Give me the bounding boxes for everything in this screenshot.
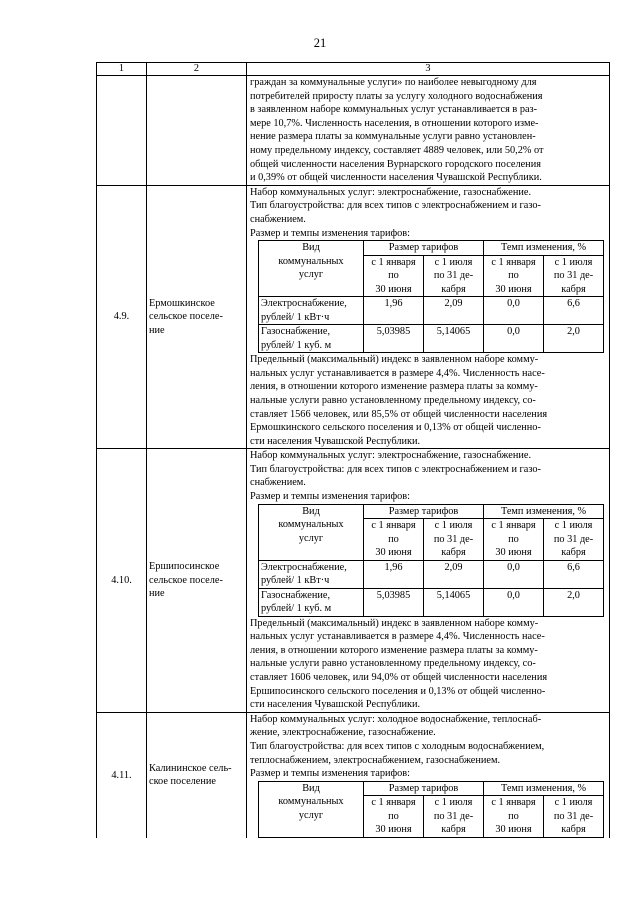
tariff-row: [259, 560, 604, 588]
text-line: Калининское сель-: [149, 762, 232, 774]
period-jul-header: с 1 июля по 31 де- кабря: [544, 519, 604, 561]
service-name: Газоснабжение, рублей/ 1 куб. м: [259, 325, 364, 353]
row-number: [97, 76, 147, 186]
text-line: сельское поселе-: [149, 311, 223, 323]
tariff-kind-header: Вид коммунальных услуг: [259, 504, 364, 560]
settlement-details: [247, 712, 610, 837]
col-header-3: 3: [247, 63, 610, 76]
text-line: ления, в отношении которого изменение размера платы за комму-: [250, 381, 538, 393]
text-line: потребителей приросту платы за услугу холодного водоснабжения: [250, 90, 543, 102]
period-jan-header: с 1 января по 30 июня: [484, 519, 544, 561]
rate-value: 0,0: [484, 297, 544, 325]
text-line: в заявленном наборе коммунальных услуг устанавливается в раз-: [250, 104, 538, 116]
text-line: нальные услуги равно установленному предельному индексу, со-: [250, 394, 536, 406]
settlement-name: [147, 76, 247, 186]
tariff-value: 2,09: [424, 297, 484, 325]
text-line: нение размера платы за коммунальные услуги равно установлен-: [250, 131, 536, 143]
tariff-value: 5,14065: [424, 325, 484, 353]
service-set: [250, 449, 606, 503]
tariff-size-header: Размер тарифов: [364, 781, 484, 796]
text-line: жение, электроснабжение, газоснабжение.: [250, 727, 436, 739]
service-set: [250, 713, 606, 781]
tariff-value: 2,09: [424, 560, 484, 588]
text-line: Набор коммунальных услуг: электроснабжение, газоснабжение.: [250, 450, 532, 462]
period-jan-header: с 1 января по 30 июня: [484, 255, 544, 297]
tariff-kind-header: Вид коммунальных услуг: [259, 241, 364, 297]
text-line: Размер и темпы изменения тарифов:: [250, 491, 411, 503]
text-line: нальных услуг устанавливается в размере 4,4%. Численность насе-: [250, 631, 545, 643]
tariff-size-header: Размер тарифов: [364, 504, 484, 519]
text-line: ления, в отношении которого изменение размера платы за комму-: [250, 644, 538, 656]
page-number: 21: [313, 36, 327, 50]
text-line: общей численности населения Вурнарского городского поселения: [250, 158, 541, 170]
text-line: сти населения Чувашской Республики.: [250, 435, 421, 447]
settlement-name: [147, 449, 247, 713]
settlement-name: [147, 185, 247, 449]
tariff-value: 5,03985: [364, 588, 424, 616]
tariff-value: 1,96: [364, 560, 424, 588]
text-line: Набор коммунальных услуг: холодное водоснабжение, теплоснаб-: [250, 713, 542, 725]
rate-value: 6,6: [544, 560, 604, 588]
text-line: снабжением.: [250, 213, 306, 225]
period-jul-header: с 1 июля по 31 де- кабря: [544, 796, 604, 838]
row-number: 4.9.: [97, 185, 147, 449]
continuation-text: [247, 76, 610, 186]
text-line: Размер и темпы изменения тарифов:: [250, 768, 411, 780]
period-jan-header: с 1 января по 30 июня: [364, 796, 424, 838]
tariff-value: 1,96: [364, 297, 424, 325]
tariff-row: [259, 325, 604, 353]
table-row: [97, 76, 610, 186]
text-line: ние: [149, 324, 165, 336]
period-jul-header: с 1 июля по 31 де- кабря: [424, 796, 484, 838]
tariff-size-header: Размер тарифов: [364, 241, 484, 256]
tariff-table: [258, 240, 604, 353]
service-name: Электроснабжение, рублей/ 1 кВт·ч: [259, 297, 364, 325]
text-line: граждан за коммунальные услуги» по наиболее невыгодному для: [250, 77, 537, 88]
period-jul-header: с 1 июля по 31 де- кабря: [424, 255, 484, 297]
municipal-tariff-table: [96, 62, 610, 838]
tariff-kind-header: Вид коммунальных услуг: [259, 781, 364, 837]
settlement-name: [147, 712, 247, 837]
col-header-2: 2: [147, 63, 247, 76]
tariff-rate-header: Темп изменения, %: [484, 504, 604, 519]
text-line: снабжением.: [250, 477, 306, 489]
text-line: ское поселение: [149, 776, 216, 788]
paragraph: [250, 76, 606, 185]
tariff-value: 5,03985: [364, 325, 424, 353]
tariff-value: 5,14065: [424, 588, 484, 616]
text-line: Размер и темпы изменения тарифов:: [250, 227, 411, 239]
tariff-row: [259, 297, 604, 325]
settlement-details: [247, 185, 610, 449]
rate-value: 2,0: [544, 325, 604, 353]
row-number: 4.11.: [97, 712, 147, 837]
text-line: мере 10,7%. Численность населения, в отношении которого изме-: [250, 117, 539, 129]
tariff-row: [259, 588, 604, 616]
table-row: [97, 712, 610, 837]
period-jan-header: с 1 января по 30 июня: [364, 519, 424, 561]
rate-value: 6,6: [544, 297, 604, 325]
rate-value: 0,0: [484, 560, 544, 588]
text-line: Тип благоустройства: для всех типов с холодным водоснабжением,: [250, 741, 545, 752]
text-line: Ермошкинское: [149, 297, 215, 309]
text-line: Ершипосинское: [149, 561, 220, 573]
text-line: Предельный (максимальный) индекс в заявленном наборе комму-: [250, 354, 539, 366]
text-line: и 0,39% от общей численности населения Чувашской Республики.: [250, 172, 542, 184]
text-line: теплоснабжением, электроснабжением, газоснабжением.: [250, 754, 501, 766]
text-line: Набор коммунальных услуг: электроснабжение, газоснабжение.: [250, 186, 532, 198]
column-number-row: [97, 63, 610, 76]
tariff-rate-header: Темп изменения, %: [484, 781, 604, 796]
period-jul-header: с 1 июля по 31 де- кабря: [424, 519, 484, 561]
text-line: нальные услуги равно установленному предельному индексу, со-: [250, 658, 536, 670]
tariff-rate-header: Темп изменения, %: [484, 241, 604, 256]
table-row: [97, 449, 610, 713]
row-number: 4.10.: [97, 449, 147, 713]
summary-paragraph: [250, 617, 606, 712]
tariff-table: [258, 504, 604, 617]
period-jul-header: с 1 июля по 31 де- кабря: [544, 255, 604, 297]
text-line: Тип благоустройства: для всех типов с электроснабжением и газо-: [250, 200, 541, 212]
text-line: ставляет 1566 человек, или 85,5% от общей численности населения: [250, 408, 548, 420]
text-line: Предельный (максимальный) индекс в заявленном наборе комму-: [250, 617, 539, 629]
rate-value: 0,0: [484, 588, 544, 616]
tariff-table: [258, 781, 604, 838]
text-line: ние: [149, 588, 165, 600]
settlement-details: [247, 449, 610, 713]
text-line: Тип благоустройства: для всех типов с электроснабжением и газо-: [250, 463, 541, 475]
text-line: сельское поселе-: [149, 574, 223, 586]
table-row: [97, 185, 610, 449]
col-header-1: 1: [97, 63, 147, 76]
service-name: Электроснабжение, рублей/ 1 кВт·ч: [259, 560, 364, 588]
period-jan-header: с 1 января по 30 июня: [364, 255, 424, 297]
text-line: ному предельному индексу, составляет 4889 человек, или 50,2% от: [250, 144, 544, 156]
service-name: Газоснабжение, рублей/ 1 куб. м: [259, 588, 364, 616]
summary-paragraph: [250, 353, 606, 448]
rate-value: 2,0: [544, 588, 604, 616]
rate-value: 0,0: [484, 325, 544, 353]
text-line: Ермошкинского сельского поселения и 0,13% от общей численно-: [250, 422, 541, 434]
text-line: ставляет 1606 человек, или 94,0% от общей численности населения: [250, 672, 548, 684]
period-jan-header: с 1 января по 30 июня: [484, 796, 544, 838]
text-line: сти населения Чувашской Республики.: [250, 699, 421, 711]
text-line: Ершипосинского сельского поселения и 0,13% от общей численно-: [250, 685, 546, 697]
text-line: нальных услуг устанавливается в размере 4,4%. Численность насе-: [250, 367, 545, 379]
service-set: [250, 186, 606, 240]
